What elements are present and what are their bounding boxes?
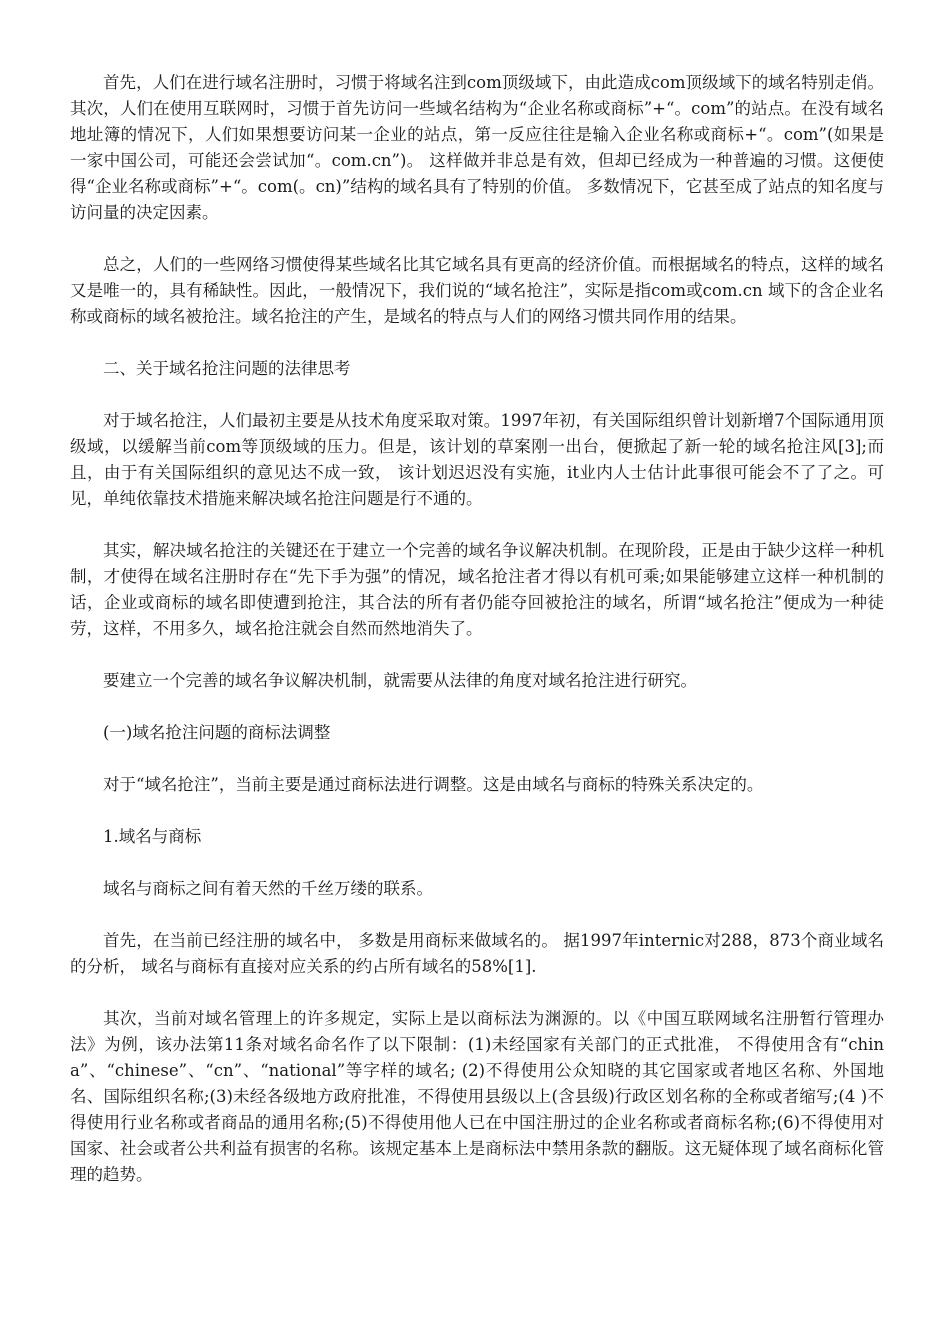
paragraph-internic-statistics: 首先，在当前已经注册的域名中， 多数是用商标来做域名的。 据1997年internic对288，873个商业域名的分析， 域名与商标有直接对应关系的约占所有域名的58%[1]. [70,931,884,976]
section-heading-legal-thinking: 二、关于域名抢注问题的法律思考 [103,359,351,378]
paragraph-registration-rules: 其次，当前对域名管理上的许多规定，实际上是以商标法为渊源的。以《中国互联网域名注册暂行管理办法》为例，该办法第11条对域名命名作了以下限制：(1)未经国家有关部门的正式批准， 不得使用含有“china”、“chinese”、“cn”、“national”等字样的域名; (2)不得使用公众知晓的其它国家或者地区名称、外国地名、国际组织名称;(3)未经各级地方政府批准，不得使用县级以上(含县级)行政区划名称的全称或者缩写;(4 )不得使用行业名称或者商品的通用名称;(5)不得使用他人已在中国注册过的企业名称或者商标名称;(6)不得使用对国家、社会或者公共利益有损害的名称。该规定基本上是商标法中禁用条款的翻版。这无疑体现了域名商标化管理的趋势。 [70,1009,884,1184]
paragraph-summary: 总之，人们的一些网络习惯使得某些域名比其它域名具有更高的经济价值。而根据域名的特点，这样的域名又是唯一的，具有稀缺性。因此，一般情况下，我们说的“域名抢注”，实际是指com或com.cn 域下的含企业名称或商标的域名被抢注。域名抢注的产生，是域名的特点与人们的网络习惯共同作用的结果。 [70,255,884,326]
paragraph-trademark-adjustment: 对于“域名抢注”，当前主要是通过商标法进行调整。这是由域名与商标的特殊关系决定的。 [103,775,764,794]
paragraph-technical-measures: 对于域名抢注，人们最初主要是从技术角度采取对策。1997年初，有关国际组织曾计划新增7个国际通用顶级域，以缓解当前com等顶级域的压力。但是，该计划的草案刚一出台，便掀起了新一轮的域名抢注风[3];而且，由于有关国际组织的意见达不成一致， 该计划迟迟没有实施，it业内人士估计此事很可能会不了了之。可见，单纯依靠技术措施来解决域名抢注问题是行不通的。 [70,411,884,508]
paragraph-natural-connection: 域名与商标之间有着天然的千丝万缕的联系。 [103,879,433,898]
paragraph-legal-research: 要建立一个完善的域名争议解决机制，就需要从法律的角度对域名抢注进行研究。 [103,671,697,690]
paragraph-intro-habits: 首先，人们在进行域名注册时，习惯于将域名注到com顶级域下，由此造成com顶级域下的域名特别走俏。 其次，人们在使用互联网时，习惯于首先访问一些域名结构为“企业名称或商标”+“。com”的站点。在没有域名地址簿的情况下，人们如果想要访问某一企业的站点，第一反应往往是输入企业名称或商标+“。com”(如果是一家中国公司，可能还会尝试加“。com.cn”)。 这样做并非总是有效，但却已经成为一种普遍的习惯。这便使得“企业名称或商标”+“。com(。cn)”结构的域名具有了特别的价值。 多数情况下，它甚至成了站点的知名度与访问量的决定因素。 [70,73,884,222]
paragraph-dispute-mechanism: 其实，解决域名抢注的关键还在于建立一个完善的域名争议解决机制。在现阶段，正是由于缺少这样一种机制，才使得在域名注册时存在“先下手为强”的情况，域名抢注者才得以有机可乘;如果能够建立这样一种机制的话，企业或商标的域名即使遭到抢注，其合法的所有者仍能夺回被抢注的域名，所谓“域名抢注”便成为一种徒劳，这样，不用多久，域名抢注就会自然而然地消失了。 [70,541,884,638]
subsection-heading-trademark-law: (一)域名抢注问题的商标法调整 [103,723,331,742]
item-heading-domain-and-trademark: 1.域名与商标 [103,827,202,846]
